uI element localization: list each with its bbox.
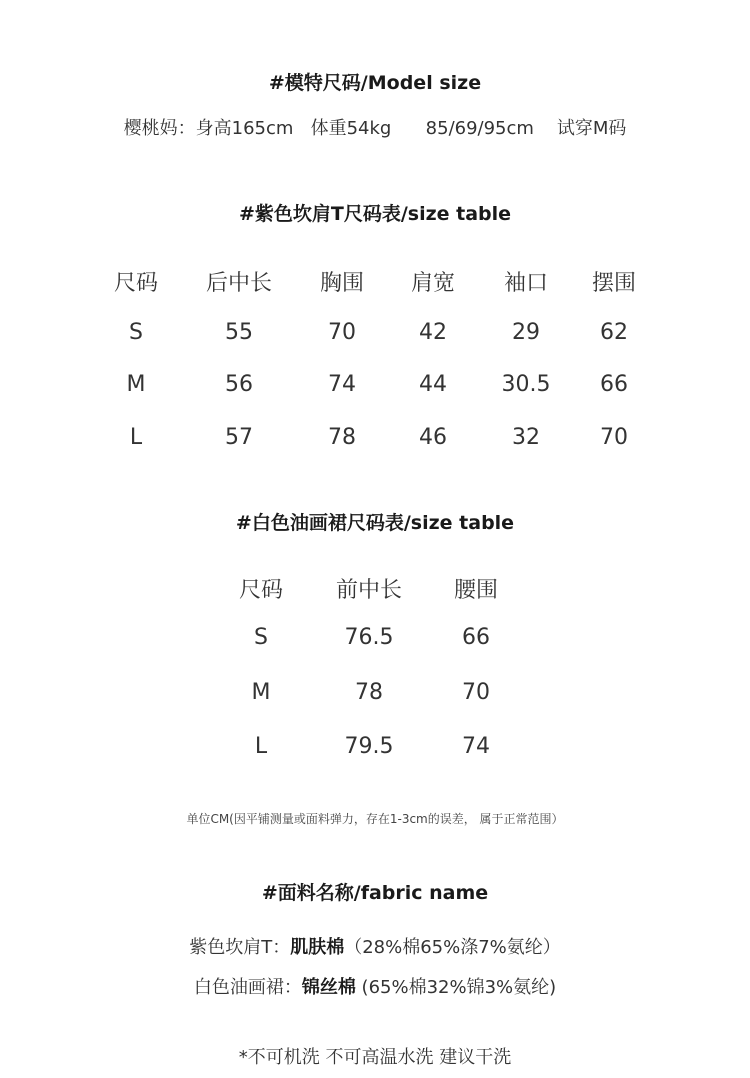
care-instructions: *不可机洗 不可高温水洗 建议干洗	[238, 1047, 512, 1068]
table-cell: L	[129, 425, 143, 450]
table-cell: 70	[600, 425, 628, 450]
table-cell: S	[129, 320, 143, 345]
fabric-title: #面料名称/fabric name	[261, 882, 489, 904]
table-header: 尺码	[113, 271, 159, 296]
table-cell: 70	[462, 680, 490, 705]
table-header: 尺码	[238, 578, 284, 603]
table-cell: S	[254, 625, 268, 650]
table-header: 袖口	[503, 271, 549, 296]
table-header: 摆围	[591, 271, 637, 296]
table-cell: 78	[355, 680, 383, 705]
table-cell: 57	[225, 425, 253, 450]
table-cell: 29	[512, 320, 540, 345]
fabric-item	[0, 933, 750, 959]
fabric-item-prefix: 紫色坎肩T：	[189, 937, 291, 958]
table-cell: 66	[600, 372, 628, 397]
fabric-item-name: 锦丝棉	[301, 977, 356, 998]
fabric-item-detail: （28%棉65%涤7%氨纶）	[344, 937, 561, 958]
table-header: 腰围	[453, 578, 499, 603]
table-cell: M	[126, 372, 146, 397]
fabric-item-name: 肌肤棉	[290, 937, 345, 958]
model-info: 樱桃妈：身高165cm 体重54kg 85/69/95cm 试穿M码	[123, 118, 627, 139]
table-cell: 74	[462, 734, 490, 759]
table2-title: #白色油画裙尺码表/size table	[235, 512, 515, 534]
table-cell: 74	[328, 372, 356, 397]
table-cell: L	[254, 734, 268, 759]
fabric-item	[0, 973, 750, 999]
unit-note: 单位CM(因平铺测量或面料弹力，存在1-3cm的误差， 属于正常范围）	[186, 812, 564, 826]
table-cell: 79.5	[344, 734, 394, 759]
table-cell: 42	[419, 320, 447, 345]
table-cell: M	[251, 680, 271, 705]
table-header: 胸围	[319, 271, 365, 296]
model-size-title: #模特尺码/Model size	[268, 72, 482, 94]
table-header: 肩宽	[410, 271, 456, 296]
table1-title: #紫色坎肩T尺码表/size table	[238, 203, 512, 225]
table-cell: 30.5	[501, 372, 551, 397]
table-cell: 66	[462, 625, 490, 650]
fabric-item-prefix: 白色油画裙：	[193, 977, 302, 998]
table-cell: 78	[328, 425, 356, 450]
table-cell: 76.5	[344, 625, 394, 650]
table-cell: 56	[225, 372, 253, 397]
table-cell: 32	[512, 425, 540, 450]
table-cell: 44	[419, 372, 447, 397]
table-cell: 70	[328, 320, 356, 345]
table-cell: 62	[600, 320, 628, 345]
table-cell: 46	[419, 425, 447, 450]
table-header: 前中长	[335, 578, 403, 603]
fabric-item-detail: (65%棉32%锦3%氨纶)	[355, 977, 557, 998]
table-cell: 55	[225, 320, 253, 345]
table-header: 后中长	[205, 271, 273, 296]
